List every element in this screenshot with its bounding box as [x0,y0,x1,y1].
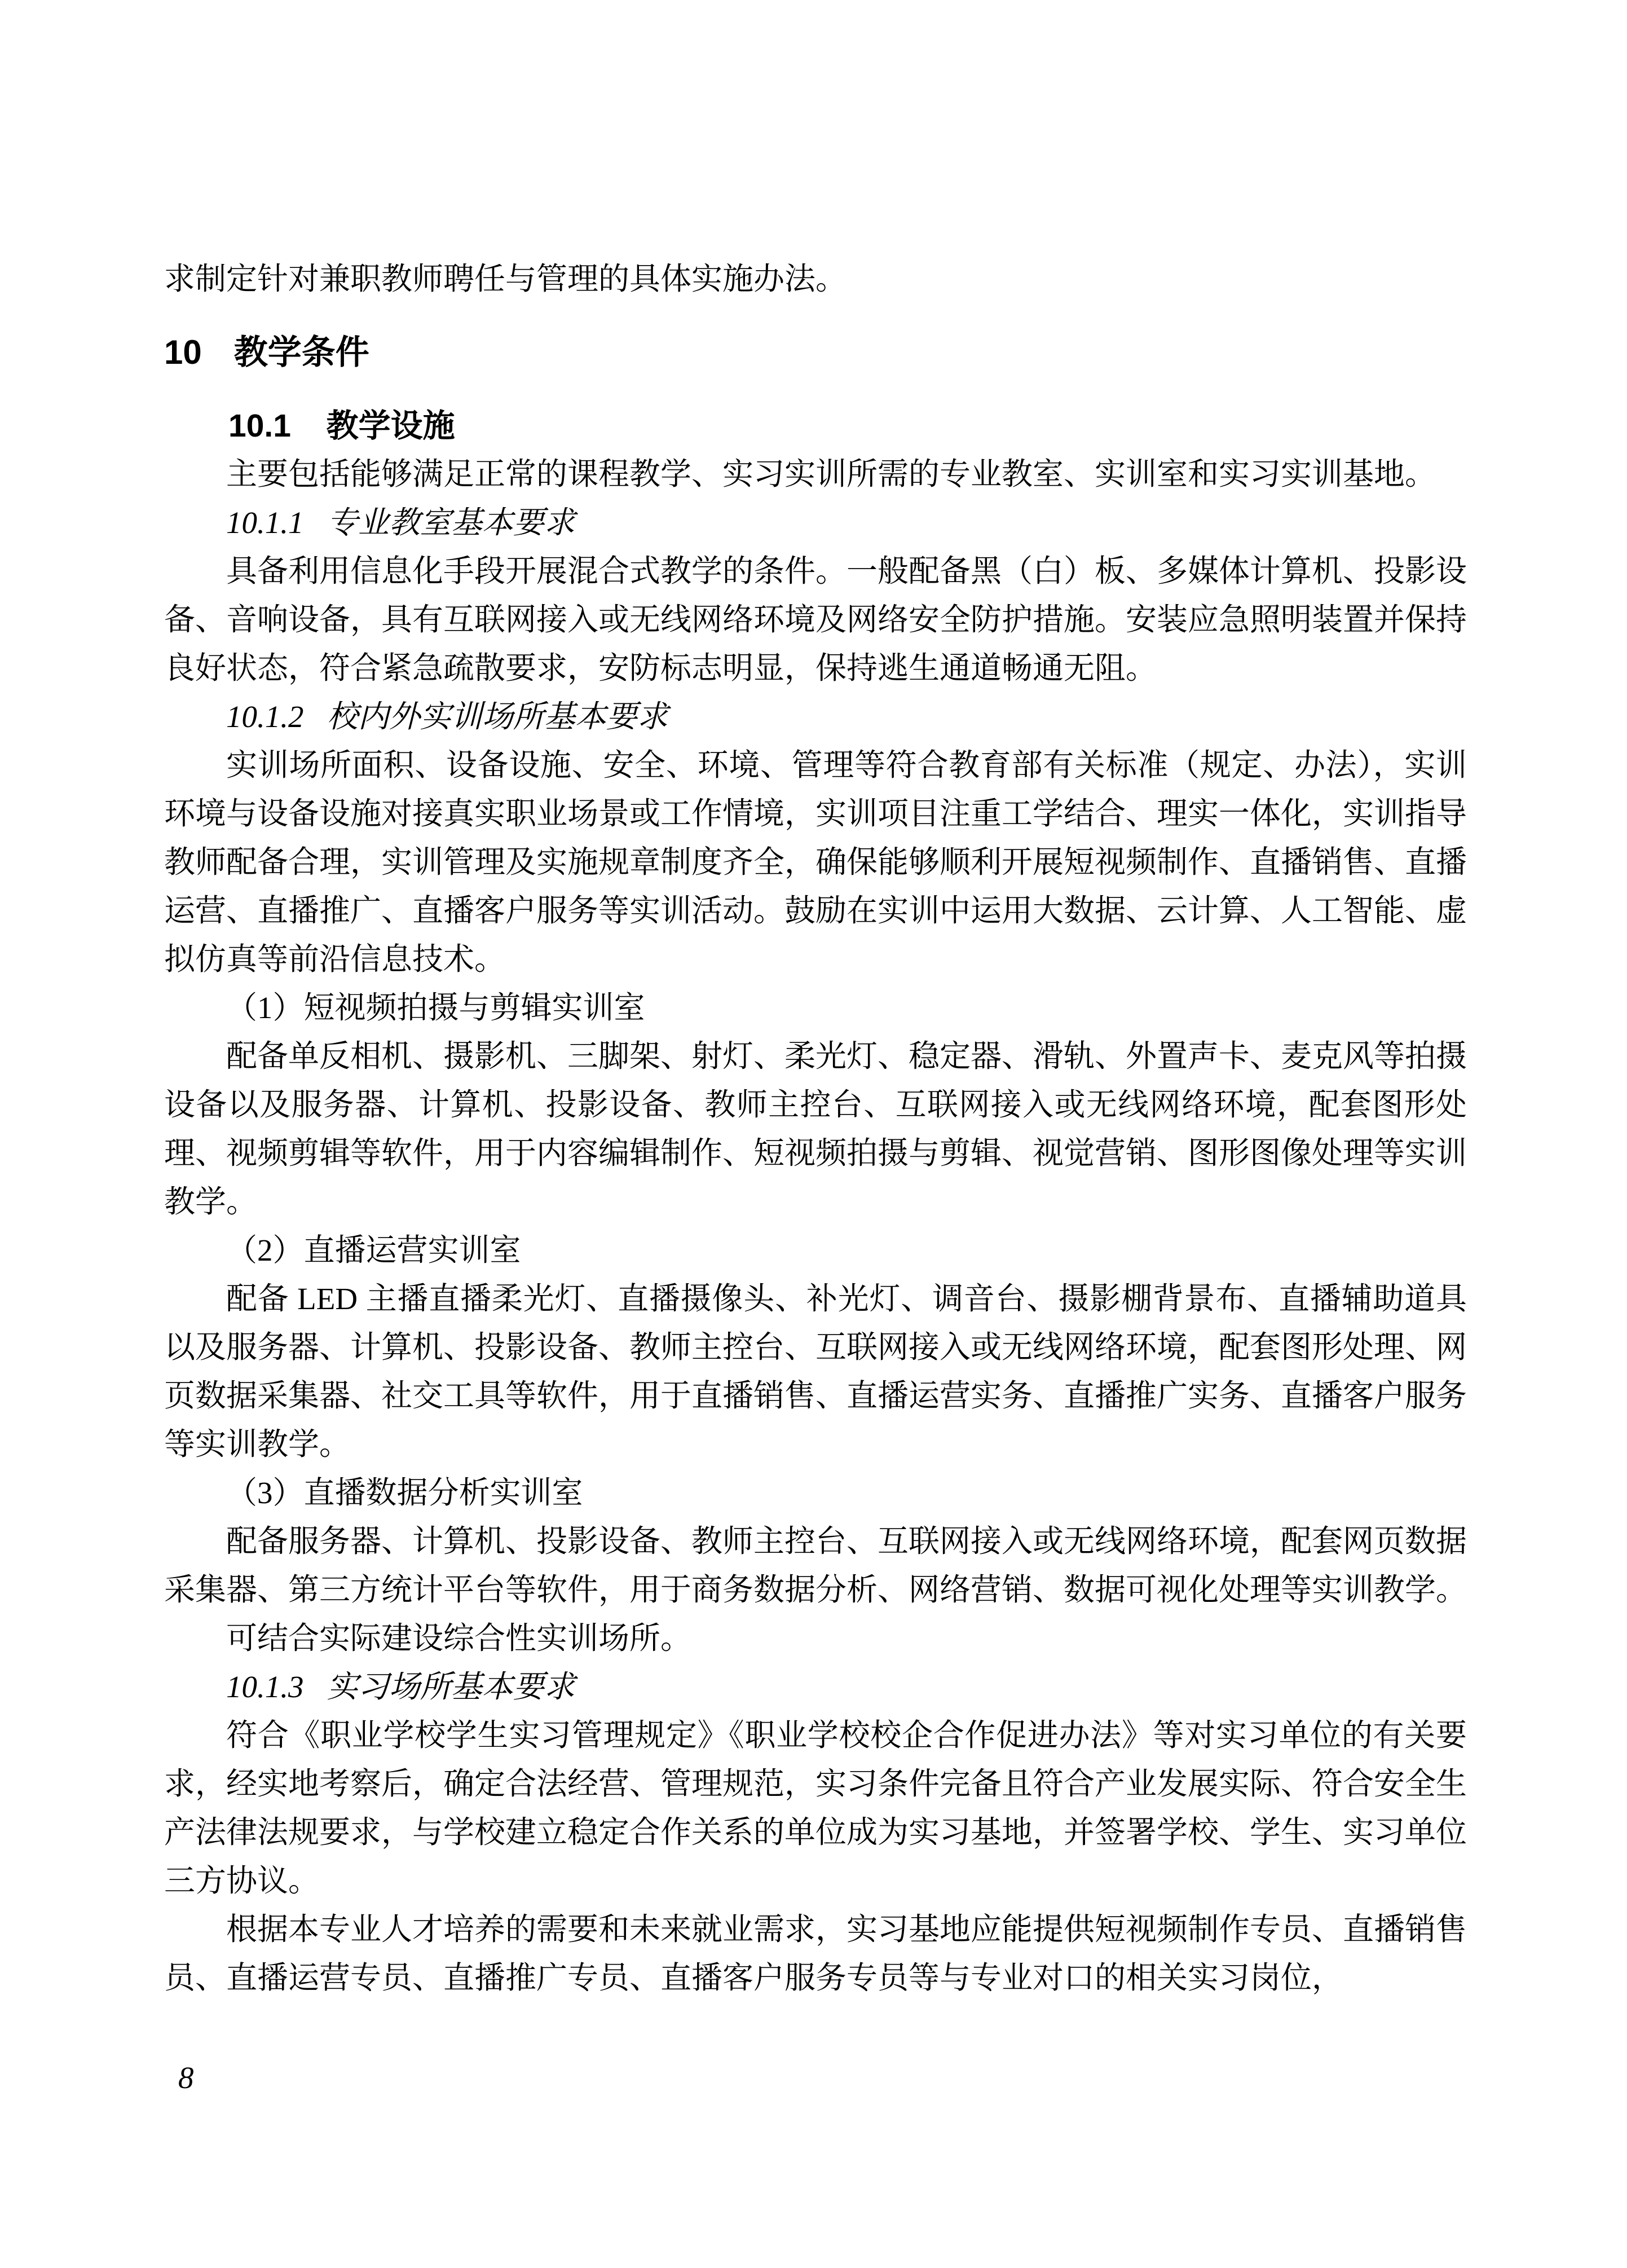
intro-paragraph: 求制定针对兼职教师聘任与管理的具体实施办法。 [164,262,847,296]
page-number: 8 [178,2060,194,2095]
section-10-1-1-number: 10.1.1 [226,505,304,540]
item-3-heading: （3）直播数据分析实训室 [226,1476,583,1510]
section-10-number: 10 [164,333,202,371]
section-10-heading [164,326,1467,379]
section-10-1-1-title: 专业教室基本要求 [327,505,575,540]
item-1-paragraph: 配备单反相机、摄影机、三脚架、射灯、柔光灯、稳定器、滑轨、外置声卡、麦克风等拍摄设备以及服务器、计算机、投影设备、教师主控台、互联网接入或无线网络环境，配套图形处理、视频剪辑等软件，用于内容编辑制作、短视频拍摄与剪辑、视觉营销、图形图像处理等实训教学。 [164,1039,1467,1219]
item-3-paragraph: 配备服务器、计算机、投影设备、教师主控台、互联网接入或无线网络环境，配套网页数据采集器、第三方统计平台等软件，用于商务数据分析、网络营销、数据可视化处理等实训教学。 [164,1524,1467,1607]
section-10-1-heading [164,402,1467,450]
section-10-1-title: 教学设施 [326,408,455,444]
section-10-1-3-title: 实习场所基本要求 [327,1670,575,1704]
section-10-1-2-title: 校内外实训场所基本要求 [327,699,668,734]
section-10-1-3-heading [164,1663,1467,1711]
document-content [164,255,1467,2002]
item-2-paragraph: 配备 LED 主播直播柔光灯、直播摄像头、补光灯、调音台、摄影棚背景布、直播辅助道具以及服务器、计算机、投影设备、教师主控台、互联网接入或无线网络环境，配套图形处理、网页数据采集器、社交工具等软件，用于直播销售、直播运营实务、直播推广实务、直播客户服务等实训教学。 [164,1281,1467,1461]
section-10-1-3-number: 10.1.3 [226,1670,304,1704]
section-10-1-2-number: 10.1.2 [226,699,304,734]
section-10-1-2-heading [164,693,1467,741]
item-2-heading: （2）直播运营实训室 [226,1233,521,1267]
comprehensive-paragraph: 可结合实际建设综合性实训场所。 [226,1621,692,1655]
overview-paragraph: 主要包括能够满足正常的课程教学、实习实训所需的专业教室、实训室和实习实训基地。 [226,457,1436,491]
internship-paragraph-1: 符合《职业学校学生实习管理规定》《职业学校校企合作促进办法》等对实习单位的有关要求，经实地考察后，确定合法经营、管理规范，实习条件完备且符合产业发展实际、符合安全生产法律法规要求，与学校建立稳定合作关系的单位成为实习基地，并签署学校、学生、实习单位三方协议。 [164,1718,1467,1898]
training-overview-paragraph: 实训场所面积、设备设施、安全、环境、管理等符合教育部有关标准（规定、办法），实训环境与设备设施对接真实职业场景或工作情境，实训项目注重工学结合、理实一体化，实训指导教师配备合理，实训管理及实施规章制度齐全，确保能够顺利开展短视频制作、直播销售、直播运营、直播推广、直播客户服务等实训活动。鼓励在实训中运用大数据、云计算、人工智能、虚拟仿真等前沿信息技术。 [164,748,1467,976]
internship-paragraph-2: 根据本专业人才培养的需要和未来就业需求，实习基地应能提供短视频制作专员、直播销售员、直播运营专员、直播推广专员、直播客户服务专员等与专业对口的相关实习岗位， [164,1912,1467,1995]
item-1-heading: （1）短视频拍摄与剪辑实训室 [226,990,645,1025]
section-10-title: 教学条件 [233,333,369,371]
section-10-1-1-heading [164,499,1467,547]
section-10-1-number: 10.1 [228,408,291,444]
classroom-requirements-paragraph: 具备利用信息化手段开展混合式教学的条件。一般配备黑（白）板、多媒体计算机、投影设备、音响设备，具有互联网接入或无线网络环境及网络安全防护措施。安装应急照明装置并保持良好状态，符合紧急疏散要求，安防标志明显，保持逃生通道畅通无阻。 [164,554,1467,685]
